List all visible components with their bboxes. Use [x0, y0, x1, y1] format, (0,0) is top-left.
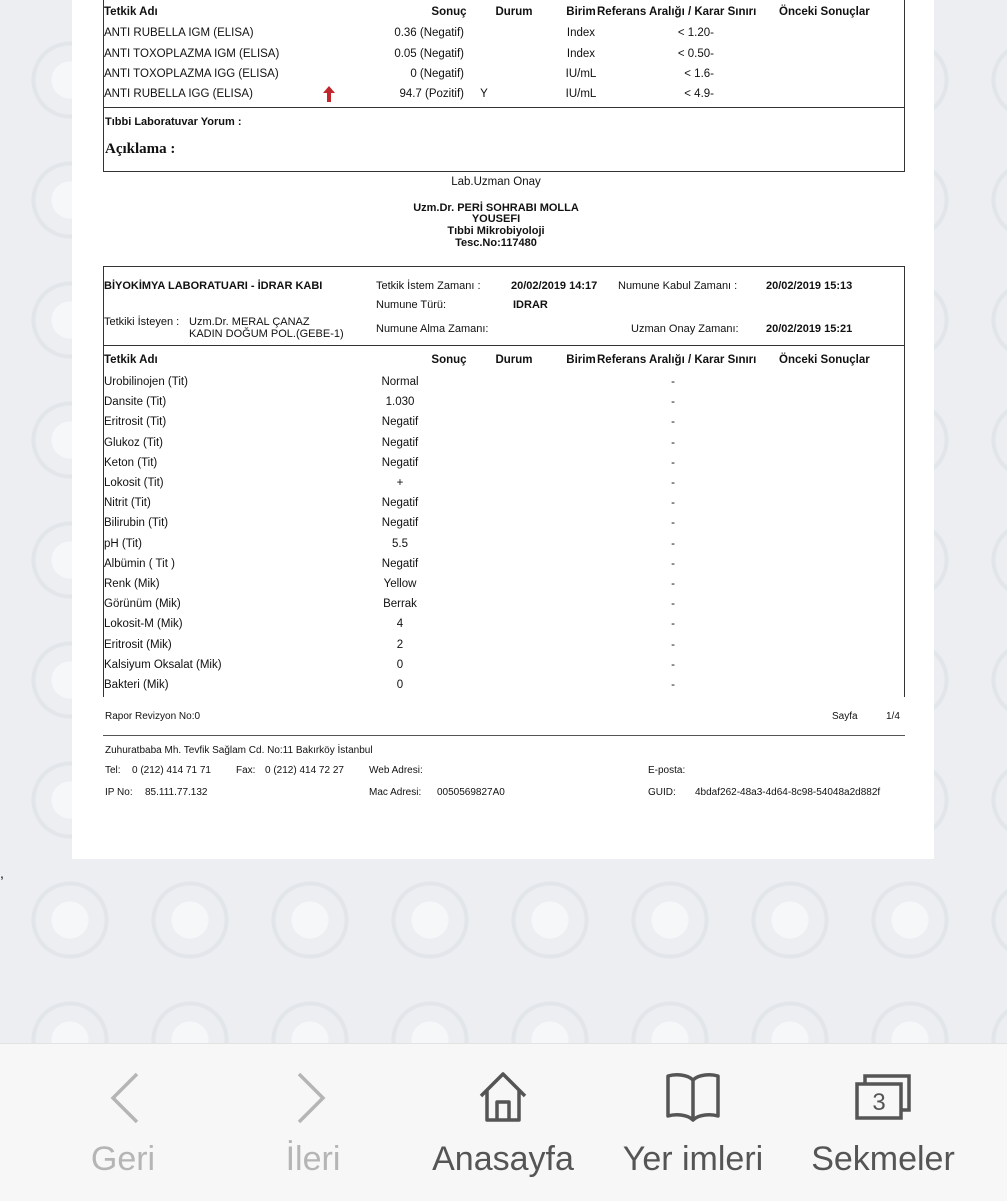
tabs-label: Sekmeler: [811, 1140, 955, 1178]
tur-label: Numune Türü:: [376, 299, 447, 311]
test-unit: IU/mL: [565, 68, 597, 80]
col-header-unit: Birim: [566, 6, 596, 18]
sayfa-value: 1/4: [886, 711, 900, 722]
doctor-name-line1: Uzm.Dr. PERİ SOHRABI MOLLA: [413, 202, 579, 214]
test-ref: -: [671, 436, 675, 449]
table-row: [104, 47, 904, 67]
book-icon: [663, 1070, 723, 1126]
serology-table: [103, 0, 905, 108]
test-ref: -: [671, 396, 675, 409]
test-result: 0 (Negatif): [410, 68, 464, 80]
urinalysis-table: [103, 345, 905, 697]
test-ref: < 4.9-: [684, 88, 714, 100]
kabul-value: 20/02/2019 15:13: [766, 280, 853, 292]
test-result: Normal: [381, 376, 419, 388]
test-ref: -: [671, 416, 675, 429]
col-header-unit: Birim: [566, 354, 596, 366]
table-row: [104, 67, 904, 87]
table-row: [104, 436, 904, 456]
browser-bottom-nav: [0, 1043, 1007, 1201]
test-result: 94.7 (Pozitif): [399, 88, 464, 100]
kabul-label: Numune Kabul Zamanı :: [618, 280, 738, 292]
test-result: +: [396, 477, 404, 489]
table-row: [104, 638, 904, 658]
sayfa-label: Sayfa: [832, 711, 858, 722]
test-name: Glukoz (Tit): [104, 436, 163, 449]
col-header-status: Durum: [495, 354, 533, 366]
test-ref: -: [671, 517, 675, 530]
test-name: Bilirubin (Tit): [104, 517, 169, 530]
test-result: Negatif: [381, 497, 419, 510]
test-ref: -: [671, 598, 675, 611]
test-ref: -: [671, 537, 675, 550]
test-ref: -: [671, 557, 675, 570]
doctor-department: Tıbbi Mikrobiyoloji: [447, 225, 545, 237]
test-unit: Index: [566, 48, 596, 60]
eposta-label: E-posta:: [648, 765, 686, 776]
test-unit: Index: [566, 27, 596, 39]
stray-mark: ,: [0, 865, 4, 881]
aciklama-label: Açıklama :: [105, 141, 176, 157]
tur-value: IDRAR: [513, 299, 548, 311]
approval-title: Lab.Uzman Onay: [451, 176, 541, 188]
table-row: [104, 496, 904, 516]
test-name: Nitrit (Tit): [104, 497, 151, 510]
mac-value: 0050569827A0: [437, 787, 505, 798]
chevron-right-icon: [283, 1070, 343, 1126]
table-row: [104, 597, 904, 617]
fax-value: 0 (212) 414 72 27: [265, 765, 344, 776]
bookmarks-button[interactable]: [598, 1044, 788, 1201]
test-name: Lokosit (Tit): [104, 477, 164, 489]
test-name: Lokosit-M (Mik): [104, 618, 183, 631]
ip-label: IP No:: [105, 787, 133, 798]
istem-label: Tetkik İstem Zamanı :: [376, 280, 481, 292]
test-result: Negatif: [381, 436, 419, 449]
test-result: 4: [396, 618, 404, 631]
test-result: 1.030: [385, 396, 415, 409]
table-row: [104, 375, 904, 395]
test-ref: < 0.50-: [677, 48, 714, 60]
test-result: Negatif: [381, 456, 419, 469]
test-ref: < 1.6-: [684, 68, 714, 80]
urine-lab-header: [103, 266, 905, 346]
test-ref: -: [671, 456, 675, 469]
test-name: Bakteri (Mik): [104, 679, 169, 691]
table-row: [104, 678, 904, 698]
footer-divider: [103, 735, 905, 736]
test-ref: < 1.20-: [677, 27, 714, 39]
back-button[interactable]: [28, 1044, 218, 1201]
bookmarks-label: Yer imleri: [622, 1140, 764, 1178]
test-ref: -: [671, 497, 675, 510]
table-row: [104, 456, 904, 476]
lab-title: BİYOKİMYA LABORATUARI - İDRAR KABI: [104, 280, 323, 292]
isteyen-line1: Uzm.Dr. MERAL ÇANAZ: [189, 316, 310, 328]
col-header-ref: Referans Aralığı / Karar Sınırı: [597, 6, 757, 18]
test-result: 2: [396, 638, 404, 651]
back-label: Geri: [90, 1140, 156, 1178]
table-row: [104, 87, 904, 107]
test-result: 0.36 (Negatif): [394, 27, 464, 39]
test-ref: -: [671, 679, 675, 691]
table-row: [104, 557, 904, 577]
table-row: [104, 658, 904, 678]
test-name: Eritrosit (Mik): [104, 638, 172, 651]
revizyon-text: Rapor Revizyon No:0: [105, 711, 201, 722]
test-name: ANTI RUBELLA IGM (ELISA): [104, 27, 254, 39]
test-ref: -: [671, 658, 675, 671]
home-icon: [473, 1070, 533, 1126]
comment-box: [103, 107, 905, 172]
test-name: ANTI TOXOPLAZMA IGM (ELISA): [104, 48, 280, 60]
istem-value: 20/02/2019 14:17: [511, 280, 598, 292]
test-name: Renk (Mik): [104, 578, 160, 590]
test-name: Kalsiyum Oksalat (Mik): [104, 658, 222, 671]
test-name: Albümin ( Tit ): [104, 557, 175, 570]
test-ref: -: [671, 638, 675, 651]
col-header-status: Durum: [495, 6, 533, 18]
onay-label: Uzman Onay Zamanı:: [631, 323, 739, 335]
home-label: Anasayfa: [432, 1140, 574, 1178]
test-name: ANTI RUBELLA IGG (ELISA): [104, 88, 253, 100]
table-row: [104, 415, 904, 435]
web-label: Web Adresi:: [369, 765, 423, 776]
report-page: [72, 0, 934, 859]
forward-button[interactable]: [218, 1044, 408, 1201]
tel-value: 0 (212) 414 71 71: [132, 765, 211, 776]
table-row: [104, 617, 904, 637]
test-result: Negatif: [381, 416, 419, 429]
onay-value: 20/02/2019 15:21: [766, 323, 853, 335]
isteyen-label: Tetkiki İsteyen :: [104, 316, 180, 328]
chevron-left-icon: [93, 1070, 153, 1126]
col-header-ref: Referans Aralığı / Karar Sınırı: [597, 354, 757, 366]
footer-address: Zuhuratbaba Mh. Tevfik Sağlam Cd. No:11 Bakırköy İstanbul: [105, 745, 373, 756]
fax-label: Fax:: [236, 765, 256, 776]
table-row: [104, 26, 904, 46]
test-name: Dansite (Tit): [104, 396, 167, 409]
tabs-button[interactable]: [788, 1044, 978, 1201]
guid-value: 4bdaf262-48a3-4d64-8c98-54048a2d882f: [695, 787, 881, 798]
tab-count: 3: [872, 1089, 886, 1116]
col-header-name: Tetkik Adı: [104, 6, 158, 18]
test-result: Negatif: [381, 517, 419, 530]
test-result: Yellow: [383, 578, 417, 590]
doctor-name-line2: YOUSEFI: [471, 213, 521, 225]
test-ref: -: [671, 376, 675, 388]
isteyen-line2: KADIN DOĞUM POL.(GEBE-1): [189, 328, 344, 340]
ip-value: 85.111.77.132: [145, 787, 208, 798]
forward-label: İleri: [285, 1140, 341, 1178]
col-header-previous: Önceki Sonuçlar: [779, 354, 870, 366]
alma-label: Numune Alma Zamanı:: [376, 323, 489, 335]
table-row: [104, 537, 904, 557]
doctor-tescil: Tesc.No:117480: [455, 237, 537, 249]
table-row: [104, 577, 904, 597]
test-status: Y: [480, 88, 488, 100]
test-result: 0: [396, 658, 404, 671]
test-result: 0: [396, 679, 404, 691]
test-result: 5.5: [392, 537, 408, 550]
test-result: Berrak: [383, 598, 417, 611]
col-header-name: Tetkik Adı: [104, 354, 158, 366]
tel-label: Tel:: [105, 765, 121, 776]
comment-label: Tıbbi Laboratuvar Yorum :: [105, 116, 242, 128]
mac-label: Mac Adresi:: [369, 787, 422, 798]
test-ref: -: [671, 618, 675, 631]
test-name: Eritrosit (Tit): [104, 416, 167, 429]
guid-label: GUID:: [648, 787, 676, 798]
col-header-result: Sonuç: [431, 6, 467, 18]
test-ref: -: [671, 477, 675, 489]
table-row: [104, 516, 904, 536]
table-row: [104, 476, 904, 496]
test-name: Görünüm (Mik): [104, 598, 181, 611]
tabs-icon: [853, 1070, 913, 1126]
test-name: pH (Tit): [104, 537, 142, 550]
test-name: Keton (Tit): [104, 456, 158, 469]
col-header-result: Sonuç: [431, 354, 467, 366]
test-unit: IU/mL: [565, 88, 597, 100]
test-result: 0.05 (Negatif): [394, 48, 464, 60]
test-result: Negatif: [381, 557, 419, 570]
col-header-previous: Önceki Sonuçlar: [779, 6, 870, 18]
home-button[interactable]: [408, 1044, 598, 1201]
test-name: Urobilinojen (Tit): [104, 376, 188, 388]
test-ref: -: [671, 578, 675, 590]
test-name: ANTI TOXOPLAZMA IGG (ELISA): [104, 68, 279, 80]
table-row: [104, 395, 904, 415]
